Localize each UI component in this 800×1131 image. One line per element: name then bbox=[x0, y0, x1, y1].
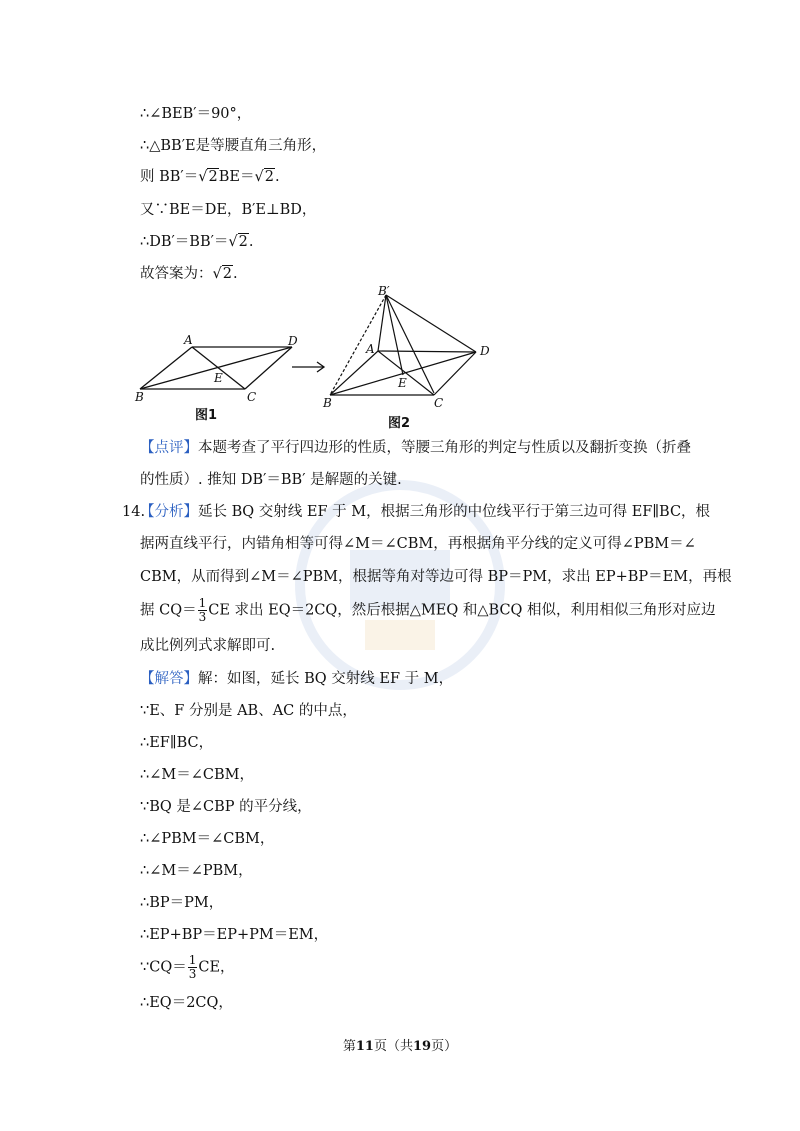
step-angle-90: ∴∠BEB′＝90°， bbox=[140, 106, 252, 122]
comment-line-2: 的性质）. 推知 DB′＝BB′ 是解题的关键. bbox=[140, 472, 402, 488]
comment-tag: 【点评】 bbox=[140, 440, 198, 456]
fig2-label-bprime: B′ bbox=[378, 284, 390, 298]
step-be-de: 又∵BE＝DE，B′E⊥BD， bbox=[140, 202, 317, 218]
page-total: 19 bbox=[413, 1039, 432, 1054]
analysis-tag: 【分析】 bbox=[140, 504, 198, 520]
fig1-label-d: D bbox=[288, 334, 298, 348]
fig1-label-a: A bbox=[184, 333, 193, 347]
sqrt-sign: √2 bbox=[212, 266, 232, 282]
fig1-label-e: E bbox=[214, 371, 223, 385]
page-number: 11 bbox=[355, 1039, 374, 1054]
sqrt-sign: √2 bbox=[228, 234, 248, 250]
comment-line-1: 【点评】本题考查了平行四边形的性质，等腰三角形的判定与性质以及翻折变换（折叠 bbox=[140, 440, 691, 456]
fig2-label-c: C bbox=[434, 396, 444, 410]
analysis-line-3: CBM，从而得到∠M＝∠PBM，根据等角对等边可得 BP＝PM，求出 EP+BP＝EM，再根 bbox=[140, 569, 732, 585]
fig1-caption: 图1 bbox=[195, 408, 218, 423]
step-bb-length: 则 BB′＝√2BE＝√2. bbox=[140, 169, 280, 185]
analysis-line-4: 据 CQ＝ $\frac{1}{3}$ CE 求出 EQ＝2CQ，然后根据△MEQ 和△BCQ 相似，利用相似三角形对应边 bbox=[140, 596, 716, 624]
step-db-length: ∴DB′＝BB′＝√2. bbox=[140, 234, 254, 250]
answer-line-11: ∴EQ＝2CQ， bbox=[140, 995, 233, 1011]
answer-line-4: ∴∠M＝∠CBM， bbox=[140, 767, 254, 783]
fig2-label-e: E bbox=[398, 376, 407, 390]
fig2-label-a: A bbox=[366, 342, 375, 356]
fraction-one-third: $\frac{1}{3}$ bbox=[188, 953, 197, 981]
sqrt-sign: √2 bbox=[198, 169, 218, 185]
answer-line-9: ∴EP+BP＝EP+PM＝EM， bbox=[140, 927, 329, 943]
fig2-caption: 图2 bbox=[388, 416, 411, 431]
answer-line-2: ∵E、F 分别是 AB、AC 的中点， bbox=[140, 703, 357, 719]
analysis-line-1: 【分析】延长 BQ 交射线 EF 于 M，根据三角形的中位线平行于第三边可得 EF∥BC，根 bbox=[140, 504, 711, 520]
answer-line-8: ∴BP＝PM， bbox=[140, 895, 224, 911]
sqrt-sign: √2 bbox=[254, 169, 274, 185]
figure-2 bbox=[318, 283, 503, 437]
fig2-label-d: D bbox=[480, 344, 490, 358]
answer-line-3: ∴EF∥BC， bbox=[140, 735, 214, 751]
analysis-line-5: 成比例列式求解即可. bbox=[140, 638, 276, 654]
fig2-label-b: B bbox=[323, 396, 332, 410]
step-isosceles-right: ∴△BB′E是等腰直角三角形， bbox=[140, 138, 327, 154]
page-footer: 第11页（共19页） bbox=[342, 1039, 458, 1054]
figure-1 bbox=[130, 325, 305, 429]
answer-line-6: ∴∠PBM＝∠CBM， bbox=[140, 831, 275, 847]
analysis-line-2: 据两直线平行，内错角相等可得∠M＝∠CBM，再根据角平分线的定义可得∠PBM＝∠ bbox=[140, 536, 696, 552]
fig1-label-c: C bbox=[247, 390, 257, 404]
answer-tag: 【解答】 bbox=[140, 671, 198, 687]
fraction-one-third: $\frac{1}{3}$ bbox=[198, 596, 207, 624]
step-answer: 故答案为：√2. bbox=[140, 266, 238, 282]
answer-line-1: 【解答】解：如图，延长 BQ 交射线 EF 于 M， bbox=[140, 671, 454, 687]
fig1-label-b: B bbox=[135, 390, 144, 404]
answer-line-10: ∵CQ＝ $\frac{1}{3}$ CE， bbox=[140, 953, 235, 981]
answer-line-5: ∵BQ 是∠CBP 的平分线， bbox=[140, 799, 312, 815]
question-number: 14. bbox=[122, 504, 146, 520]
answer-line-7: ∴∠M＝∠PBM， bbox=[140, 863, 253, 879]
